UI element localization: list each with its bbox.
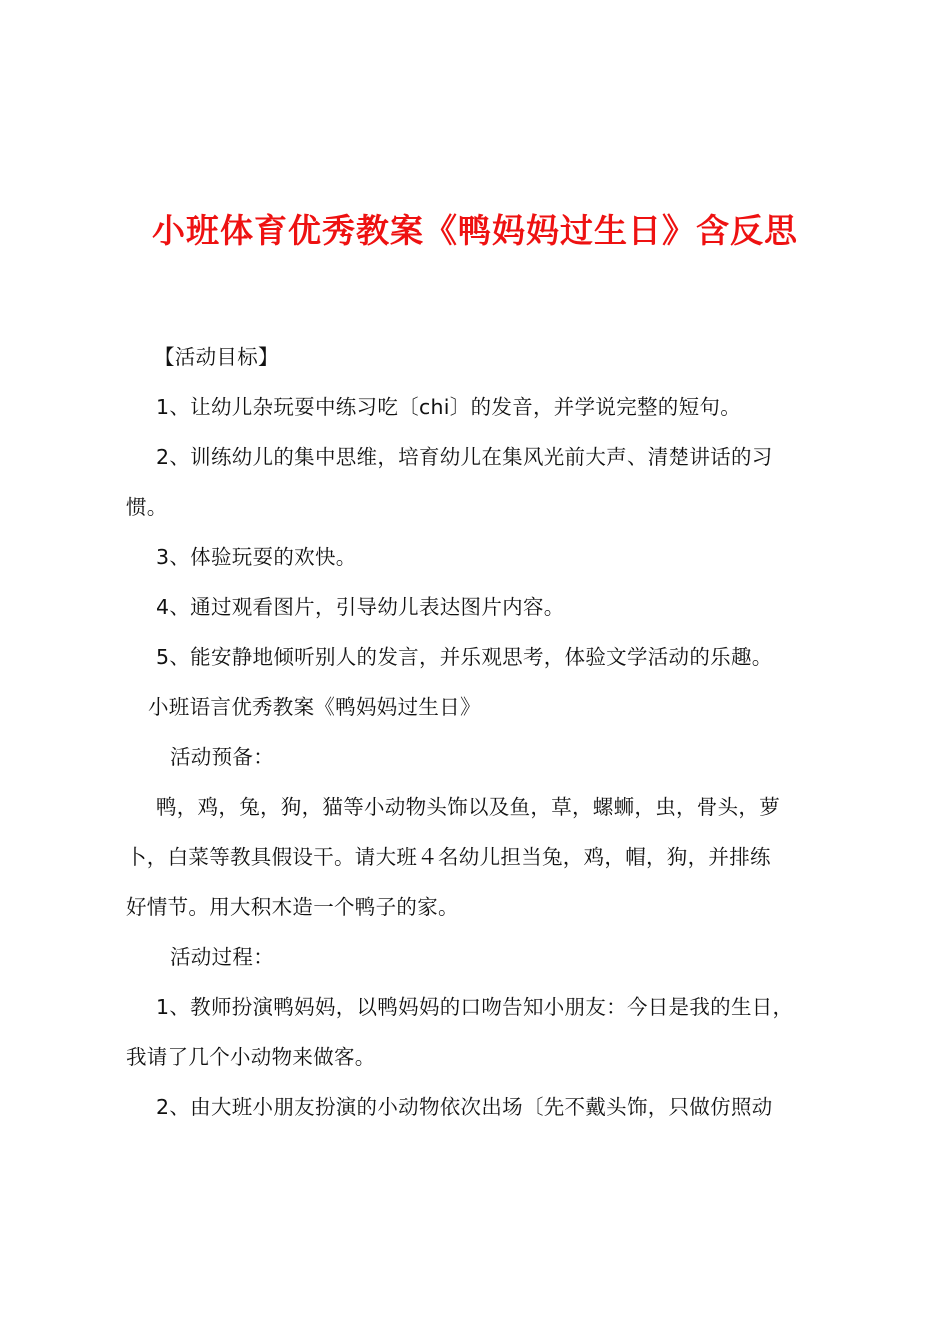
goal-item-3: 3、体验玩耍的欢快。 bbox=[156, 545, 357, 569]
process-item-1-continued: 我请了几个小动物来做客。 bbox=[126, 1045, 376, 1069]
section-heading-prep: 活动预备： bbox=[170, 745, 274, 769]
goal-item-5: 5、能安静地倾听别人的发言，并乐观思考，体验文学活动的乐趣。 bbox=[156, 645, 773, 669]
process-item-1: 1、教师扮演鸭妈妈，以鸭妈妈的口吻告知小朋友：今日是我的生日， bbox=[156, 995, 794, 1019]
prep-paragraph-line-3: 好情节。用大积木造一个鸭子的家。 bbox=[126, 895, 459, 919]
goal-item-2-continued: 惯。 bbox=[126, 495, 168, 519]
prep-paragraph-line-2: 卜，白菜等教具假设干。请大班４名幼儿担当兔，鸡，帽，狗，并排练 bbox=[126, 845, 771, 869]
sub-heading-lesson: 小班语言优秀教案《鸭妈妈过生日》 bbox=[148, 695, 481, 719]
document-title: 小班体育优秀教案《鸭妈妈过生日》含反思 bbox=[152, 211, 798, 250]
goal-item-2: 2、训练幼儿的集中思维，培育幼儿在集风光前大声、清楚讲话的习 bbox=[156, 445, 773, 469]
goal-item-1: 1、让幼儿杂玩耍中练习吃〔chi〕的发音，并学说完整的短句。 bbox=[156, 395, 741, 419]
goal-item-4: 4、通过观看图片，引导幼儿表达图片内容。 bbox=[156, 595, 565, 619]
section-heading-goals: 【活动目标】 bbox=[154, 345, 279, 369]
prep-paragraph-line-1: 鸭，鸡，兔，狗，猫等小动物头饰以及鱼，草，螺蛳，虫，骨头，萝 bbox=[156, 795, 780, 819]
process-item-2: 2、由大班小朋友扮演的小动物依次出场〔先不戴头饰，只做仿照动 bbox=[156, 1095, 773, 1119]
section-heading-process: 活动过程： bbox=[170, 945, 274, 969]
